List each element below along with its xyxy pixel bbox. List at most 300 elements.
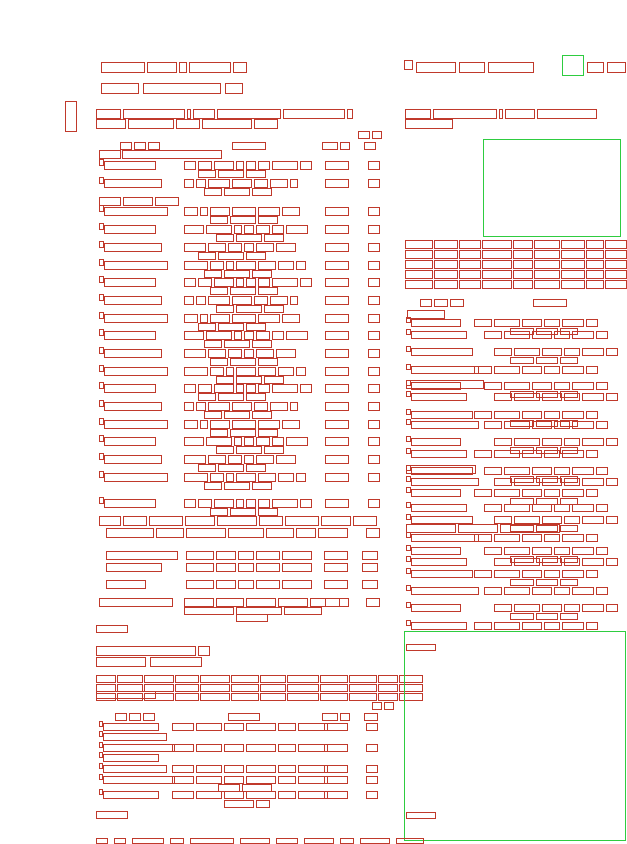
row-value-box [606, 348, 618, 356]
row-value-box [582, 604, 604, 612]
row-label-box [407, 310, 445, 319]
row-value-box [484, 331, 502, 339]
row-value-box [198, 499, 212, 508]
row-value-box [256, 455, 274, 464]
row-value-box [282, 207, 300, 216]
row-value-box [504, 504, 530, 512]
row-sub-box [216, 446, 234, 454]
table-header-word-box [358, 131, 370, 139]
row-value-box [236, 473, 256, 482]
row-value-box [270, 402, 288, 411]
row-sub-box [204, 411, 222, 419]
row-value-box [572, 382, 594, 390]
paragraph-word-box [482, 260, 512, 269]
row-value-box [325, 402, 349, 411]
row-value-box [236, 261, 256, 270]
paragraph-word-box [320, 693, 348, 701]
row-value-box [184, 437, 204, 446]
row-value-box [542, 604, 562, 612]
paragraph-word-box [378, 693, 398, 701]
header-word-box [189, 62, 231, 73]
row-value-box [532, 587, 552, 595]
row-sub-box [258, 429, 278, 437]
paragraph-word-box [96, 675, 116, 683]
row-value-box [254, 179, 268, 188]
row-value-box [542, 348, 562, 356]
section-word-box [353, 516, 377, 526]
row-value-box [554, 587, 570, 595]
row-value-box [368, 384, 380, 393]
title-word-box [128, 119, 174, 129]
row-value-box [562, 534, 584, 542]
row-sub-box [210, 358, 228, 366]
row-value-box [272, 225, 284, 234]
row-value-box [184, 278, 196, 287]
paragraph-word-box [586, 240, 604, 249]
row-sub-box [204, 188, 222, 196]
figure-box [483, 139, 621, 237]
row-value-box [172, 723, 194, 731]
paragraph-word-box [586, 260, 604, 269]
row-value-box [172, 765, 194, 773]
row-value-box [258, 261, 276, 270]
row-value-box [208, 349, 226, 358]
row-label-box [103, 754, 159, 762]
row-value-box [596, 331, 608, 339]
row-value-box [554, 382, 570, 390]
row-sub-box [510, 579, 534, 586]
row-label-box [411, 438, 461, 446]
row-value-box [362, 563, 378, 572]
row-label-box [411, 393, 467, 401]
row-value-box [276, 243, 296, 252]
row-sub-box [224, 188, 250, 196]
row-sub-box [224, 340, 250, 348]
row-value-box [514, 478, 540, 486]
row-sub-box [560, 613, 578, 620]
row-value-box [368, 261, 380, 270]
row-sub-box [536, 579, 558, 586]
table-header-word-box [129, 713, 141, 721]
table-header-word-box [322, 713, 338, 721]
row-sub-box [204, 270, 222, 278]
row-sub-box [230, 287, 256, 295]
row-value-box [184, 420, 198, 429]
paragraph-word-box [482, 250, 512, 259]
paragraph-word-box [349, 693, 377, 701]
row-sub-box [264, 376, 284, 384]
row-value-box [596, 587, 608, 595]
row-value-box [324, 791, 348, 799]
row-value-box [564, 604, 580, 612]
row-value-box [586, 622, 598, 630]
row-value-box [522, 450, 542, 458]
row-value-box [325, 179, 349, 188]
table-header-word-box [228, 713, 260, 721]
row-value-box [214, 278, 234, 287]
row-value-box [325, 384, 349, 393]
row-value-box [554, 421, 570, 429]
row-label-box [411, 489, 461, 497]
row-sub-box [560, 357, 578, 364]
row-sub-box [198, 323, 216, 331]
row-sub-box [218, 393, 244, 401]
row-value-box [325, 349, 349, 358]
paragraph-word-box [459, 260, 481, 269]
row-value-box [210, 261, 224, 270]
row-value-box [246, 161, 256, 170]
row-sub-box [218, 252, 244, 260]
paragraph-word-box [405, 250, 433, 259]
section-word-box [406, 380, 484, 389]
row-sub-box [252, 270, 272, 278]
row-value-box [494, 604, 512, 612]
paragraph-word-box [513, 260, 533, 269]
row-value-box [606, 558, 618, 566]
row-value-box [325, 331, 349, 340]
row-value-box [368, 225, 380, 234]
row-value-box [290, 296, 298, 305]
row-value-box [532, 504, 552, 512]
footer-word-box [240, 838, 270, 844]
row-label-box [104, 225, 156, 234]
row-value-box [186, 563, 214, 572]
row-value-box [236, 499, 244, 508]
section-word-box [321, 516, 351, 526]
row-value-box [206, 437, 232, 446]
row-value-box [244, 331, 254, 340]
row-value-box [514, 516, 540, 524]
section-word-box [500, 524, 560, 533]
row-label-box [104, 384, 156, 393]
footer-word-box [340, 838, 354, 844]
row-value-box [366, 776, 378, 784]
row-value-box [238, 563, 254, 572]
paragraph-word-box [287, 693, 319, 701]
row-sub-box [252, 340, 272, 348]
paragraph-word-box [605, 240, 627, 249]
row-value-box [278, 776, 296, 784]
row-value-box [258, 314, 280, 323]
paragraph-word-box [260, 693, 286, 701]
paragraph-word-box [534, 250, 560, 259]
row-value-box [278, 744, 296, 752]
row-value-box [494, 570, 520, 578]
table-header-word-box [340, 142, 350, 150]
row-sub-box [560, 579, 578, 586]
row-sub-box [264, 305, 284, 313]
row-sub-box [246, 323, 266, 331]
paragraph-word-box [96, 691, 156, 699]
row-sub-box [218, 464, 244, 472]
row-value-box [324, 765, 348, 773]
table-header-word-box [322, 142, 338, 150]
paragraph-word-box [320, 684, 348, 692]
row-value-box [325, 420, 349, 429]
row-value-box [256, 243, 274, 252]
row-value-box [236, 384, 244, 393]
row-label-box [411, 478, 479, 486]
row-label-box [104, 331, 156, 340]
paragraph-word-box [378, 684, 398, 692]
table-header-word-box [148, 142, 160, 150]
row-label-box [411, 348, 473, 356]
row-value-box [325, 243, 349, 252]
paragraph-word-box [434, 260, 458, 269]
row-value-box [368, 402, 380, 411]
header-word-box [488, 62, 534, 73]
row-value-box [208, 455, 226, 464]
section-word-box [99, 516, 121, 526]
row-value-box [184, 331, 204, 340]
paragraph-word-box [349, 675, 377, 683]
section-word-box [285, 516, 319, 526]
title-word-box [193, 109, 215, 119]
header-word-box [225, 83, 243, 94]
row-value-box [542, 516, 562, 524]
row-value-box [494, 516, 512, 524]
row-value-box [244, 437, 254, 446]
paragraph-word-box [513, 270, 533, 279]
row-value-box [214, 384, 234, 393]
row-sub-box [242, 784, 272, 792]
row-value-box [278, 598, 308, 607]
section-word-box [106, 528, 154, 538]
footer-word-box [276, 838, 298, 844]
paragraph-word-box [586, 250, 604, 259]
row-value-box [522, 489, 542, 497]
table-header-word-box [384, 702, 394, 710]
section-word-box [259, 516, 283, 526]
row-value-box [484, 421, 502, 429]
row-value-box [366, 598, 380, 607]
row-value-box [324, 744, 348, 752]
paragraph-word-box [231, 684, 259, 692]
figure-panel-box [404, 631, 626, 841]
row-value-box [282, 314, 300, 323]
paragraph-word-box [405, 280, 433, 289]
row-value-box [474, 534, 492, 542]
row-value-box [208, 296, 230, 305]
row-label-box [104, 314, 168, 323]
row-value-box [562, 411, 584, 419]
row-value-box [484, 587, 502, 595]
row-value-box [366, 791, 378, 799]
row-value-box [572, 467, 594, 475]
row-value-box [278, 765, 296, 773]
row-value-box [256, 331, 270, 340]
row-value-box [544, 622, 560, 630]
row-value-box [258, 207, 280, 216]
row-label-box [104, 349, 162, 358]
row-value-box [494, 534, 520, 542]
title-word-box [283, 109, 345, 119]
paragraph-word-box [561, 260, 585, 269]
row-value-box [232, 179, 252, 188]
row-value-box [234, 225, 242, 234]
row-value-box [208, 179, 230, 188]
row-value-box [184, 179, 194, 188]
row-value-box [582, 558, 604, 566]
table-header-word-box [122, 150, 222, 159]
row-sub-box [224, 411, 250, 419]
row-value-box [554, 504, 570, 512]
row-value-box [184, 598, 214, 607]
row-value-box [474, 622, 492, 630]
row-value-box [368, 243, 380, 252]
row-label-box [99, 598, 173, 607]
row-value-box [184, 349, 206, 358]
header-word-box [233, 62, 247, 73]
section-word-box [458, 524, 498, 533]
row-value-box [324, 580, 348, 589]
row-value-box [564, 348, 580, 356]
paragraph-word-box [534, 270, 560, 279]
title-word-box [405, 119, 453, 129]
paragraph-word-box [434, 280, 458, 289]
row-value-box [494, 348, 512, 356]
row-value-box [572, 547, 594, 555]
row-value-box [228, 349, 242, 358]
row-value-box [236, 161, 244, 170]
row-value-box [606, 604, 618, 612]
row-value-box [494, 558, 512, 566]
row-value-box [484, 382, 502, 390]
row-value-box [522, 622, 542, 630]
row-label-box [104, 179, 162, 188]
row-value-box [272, 161, 298, 170]
row-sub-box [256, 800, 270, 808]
section-word-box [228, 528, 264, 538]
section-word-box [99, 197, 121, 206]
row-sub-box [210, 429, 228, 437]
row-value-box [258, 473, 276, 482]
row-value-box [256, 563, 280, 572]
row-value-box [325, 367, 349, 376]
row-value-box [564, 478, 580, 486]
row-sub-box [236, 614, 268, 622]
paragraph-word-box [459, 280, 481, 289]
row-value-box [494, 438, 512, 446]
paragraph-word-box [586, 270, 604, 279]
row-sub-box [246, 170, 266, 178]
row-value-box [368, 314, 380, 323]
row-sub-box [216, 305, 234, 313]
row-value-box [224, 744, 244, 752]
row-value-box [572, 504, 594, 512]
row-label-box [103, 723, 159, 731]
paragraph-word-box [482, 280, 512, 289]
row-value-box [184, 261, 208, 270]
row-value-box [596, 547, 608, 555]
row-sub-box [236, 234, 262, 242]
table-header-word-box [232, 142, 266, 150]
paragraph-word-box [513, 280, 533, 289]
paragraph-word-box [561, 240, 585, 249]
row-value-box [562, 489, 584, 497]
row-value-box [208, 243, 226, 252]
row-value-box [224, 723, 244, 731]
row-sub-box [204, 482, 222, 490]
row-value-box [238, 551, 254, 560]
paragraph-word-box [561, 250, 585, 259]
header-word-box [404, 60, 413, 70]
paragraph-word-box [231, 675, 259, 683]
row-value-box [596, 421, 608, 429]
row-value-box [184, 161, 196, 170]
row-value-box [246, 278, 256, 287]
row-sub-box [264, 446, 284, 454]
row-value-box [368, 179, 380, 188]
row-value-box [184, 473, 208, 482]
title-word-box [187, 109, 191, 119]
table-header-word-box [143, 713, 155, 721]
row-value-box [228, 243, 242, 252]
title-word-box [96, 646, 196, 656]
paragraph-word-box [320, 675, 348, 683]
section-word-box [266, 528, 294, 538]
row-sub-box [252, 482, 272, 490]
row-value-box [564, 393, 580, 401]
row-value-box [272, 437, 284, 446]
row-value-box [198, 384, 212, 393]
row-value-box [325, 314, 349, 323]
row-value-box [216, 563, 236, 572]
row-value-box [325, 437, 349, 446]
row-value-box [586, 366, 598, 374]
row-value-box [254, 296, 268, 305]
row-value-box [234, 331, 242, 340]
row-sub-box [198, 393, 216, 401]
row-value-box [296, 261, 306, 270]
row-value-box [325, 499, 349, 508]
row-value-box [586, 534, 598, 542]
row-value-box [282, 551, 312, 560]
paragraph-word-box [200, 675, 230, 683]
row-label-box [411, 450, 467, 458]
row-label-box [104, 455, 162, 464]
row-label-box [104, 161, 156, 170]
row-value-box [256, 580, 280, 589]
row-value-box [270, 296, 288, 305]
row-value-box [514, 438, 540, 446]
row-value-box [532, 421, 552, 429]
row-value-box [366, 744, 378, 752]
row-label-box [103, 765, 167, 773]
table-header-word-box [134, 142, 146, 150]
row-value-box [210, 367, 224, 376]
row-value-box [232, 207, 256, 216]
row-value-box [325, 161, 349, 170]
row-value-box [596, 467, 608, 475]
row-value-box [196, 776, 222, 784]
section-word-box [318, 528, 348, 538]
row-label-box [411, 558, 467, 566]
row-value-box [246, 776, 276, 784]
row-value-box [494, 622, 520, 630]
row-value-box [596, 504, 608, 512]
row-value-box [246, 744, 276, 752]
table-header-word-box [364, 713, 378, 721]
row-sub-box [230, 358, 256, 366]
row-value-box [276, 349, 296, 358]
title-word-box [499, 109, 503, 119]
header-word-box [179, 62, 187, 73]
row-value-box [582, 393, 604, 401]
row-value-box [184, 225, 204, 234]
row-value-box [232, 420, 256, 429]
row-value-box [582, 516, 604, 524]
